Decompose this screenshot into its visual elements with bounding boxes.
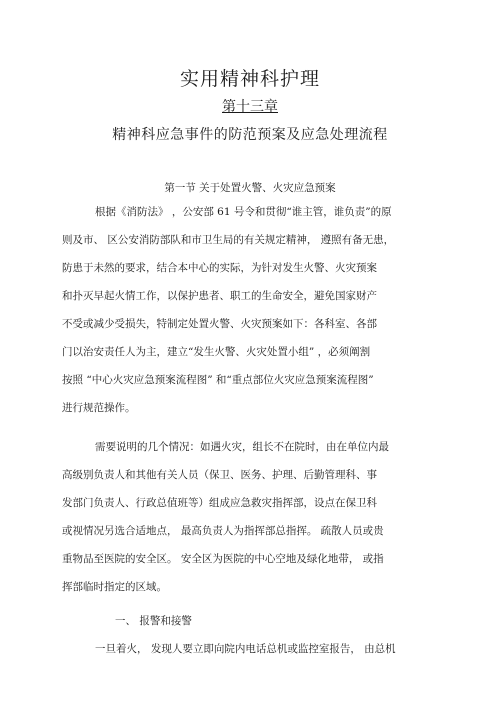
paragraph-line: 重物品至医院的安全区。 安全区为医院的中心空地及绿化地带， 或指 — [62, 553, 384, 565]
section-heading: 第一节 关于处置火警、火灾应急预案 — [164, 182, 336, 194]
chapter-subtitle: 精神科应急事件的防范预案及应急处理流程 — [112, 127, 388, 143]
paragraph-line: 或视情况另选合适地点， 最高负责人为指挥部总指挥。 疏散人员或贵 — [62, 525, 384, 537]
document-title: 实用精神科护理 — [179, 68, 320, 90]
paragraph-line: 高级别负责人和其他有关人员（保卫、医务、护理、后勤管理科、事 — [62, 469, 377, 481]
paragraph-line: 防患于未然的要求，结合本中心的实际，为针对发生火警、火灾预案 — [62, 262, 377, 274]
paragraph-line: 门以治安责任人为主，建立“发生火警、火灾处置小组” ，必须阐割 — [62, 346, 371, 358]
paragraph-line: 根据《消防法》 ，公安部 61 号令和贯彻“谁主管，谁负责”的原 — [95, 206, 392, 218]
paragraph-line: 一旦着火， 发现人要立即向院内电话总机或监控室报告， 由总机 — [95, 643, 396, 655]
paragraph-line: 发部门负责人、行政总值班等）组成应急救灾指挥部，设点在保卫科 — [62, 497, 377, 509]
paragraph-line: 需要说明的几个情况：如遇火灾，组长不在院时，由在单位内最 — [95, 441, 389, 453]
numbered-heading: 一、 报警和接警 — [115, 615, 192, 627]
paragraph-line: 进行规范操作。 — [62, 402, 136, 414]
paragraph-line: 则及市、 区公安消防部队和市卫生局的有关规定精神， 遵照有备无患， — [62, 234, 395, 246]
paragraph-line: 和扑灭早起火情工作，以保护患者、职工的生命安全，避免国家财产 — [62, 290, 377, 302]
paragraph-line: 不受或减少受损失，特制定处置火警、火灾预案如下：各科室、各部 — [62, 318, 377, 330]
paragraph-line: 按照 “中心火灾应急预案流程图” 和“重点部位火灾应急预案流程图” — [62, 374, 374, 386]
chapter-heading: 第十三章 — [222, 99, 278, 115]
paragraph-line: 挥部临时指定的区域。 — [62, 581, 167, 593]
